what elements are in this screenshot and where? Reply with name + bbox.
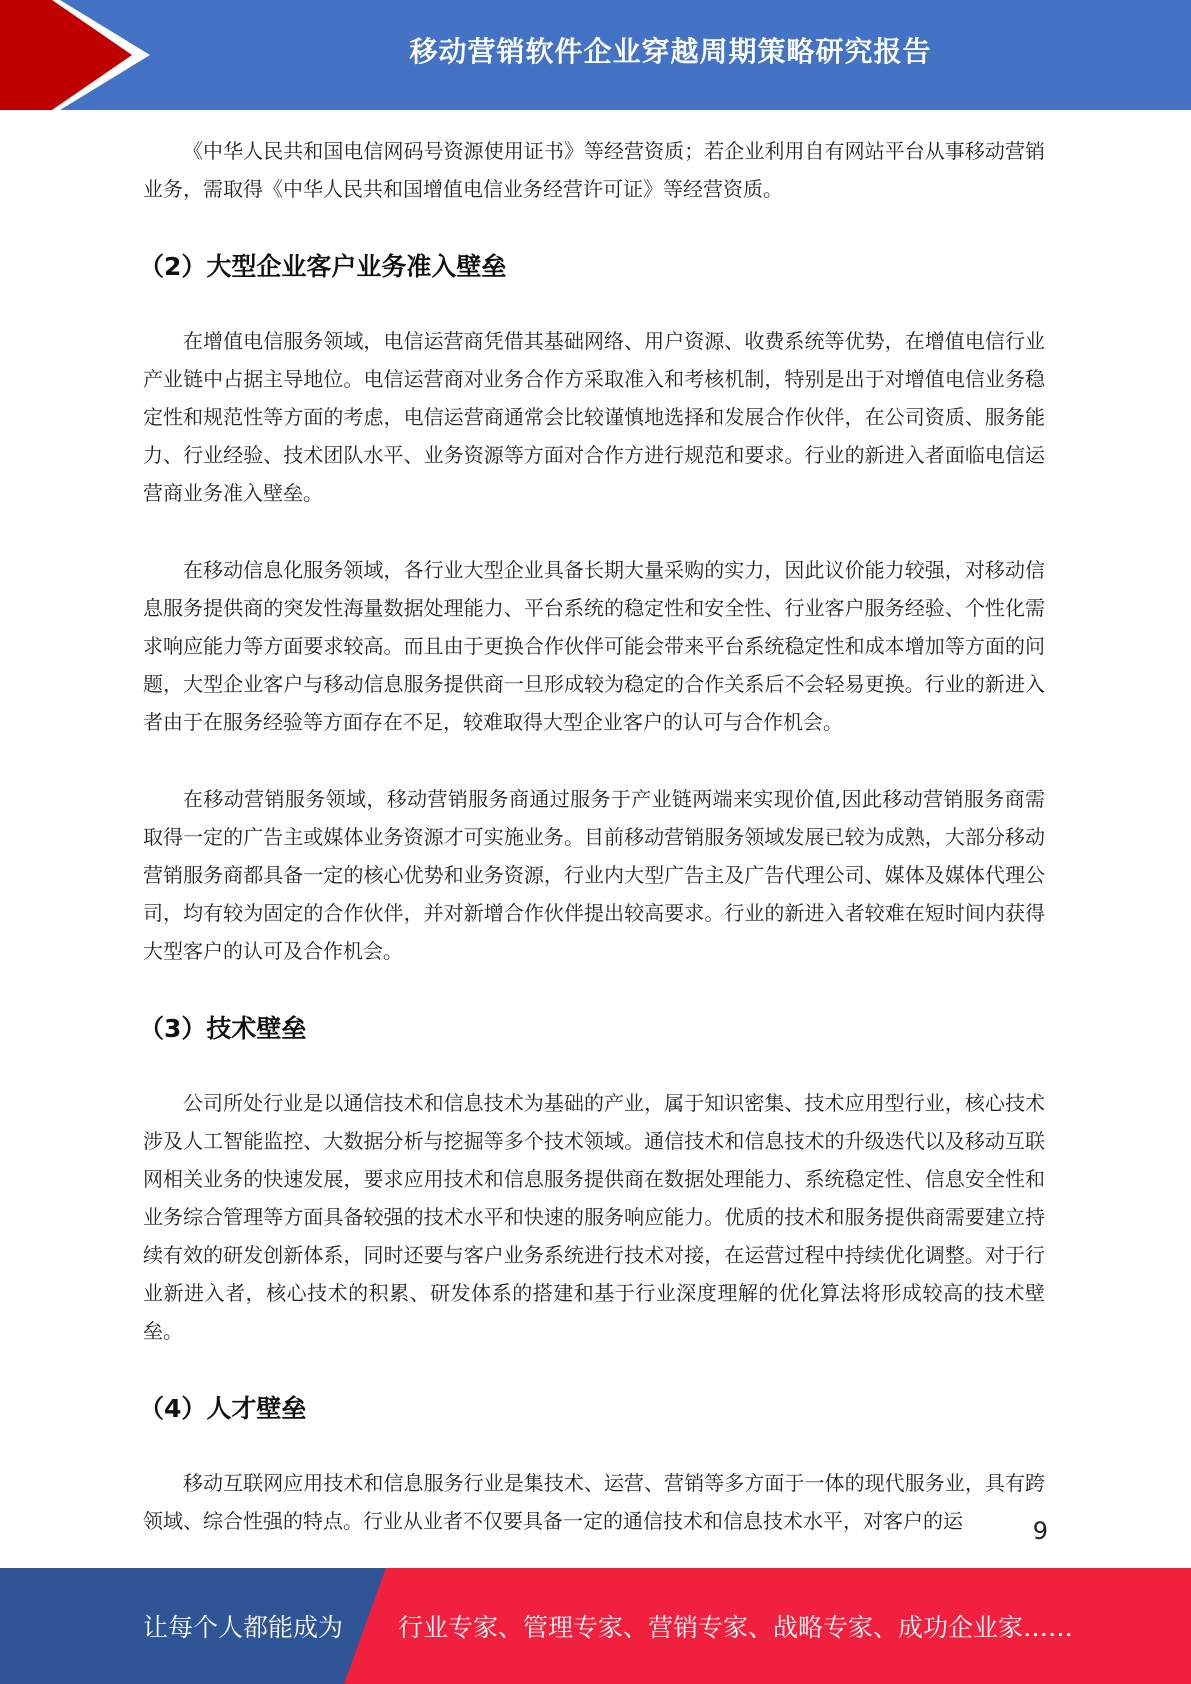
page-content: [139, 132, 1045, 1579]
section-heading-3: （3）技术壁垒: [139, 1014, 307, 1043]
header-chevron-decoration: [0, 0, 160, 110]
section2-paragraph-3: 在移动营销服务领域，移动营销服务商通过服务于产业链两端来实现价值,因此移动营销服务商需取得一定的广告主或媒体业务资源才可实施业务。目前移动营销服务领域发展已较为成熟，大部分移动营销服务商都具备一定的核心优势和业务资源，行业内大型广告主及广告代理公司、媒体及媒体代理公司，均有较为固定的合作伙伴，并对新增合作伙伴提出较高要求。行业的新进入者较难在短时间内获得大型客户的认可及合作机会。: [143, 787, 1045, 963]
section-heading-4: （4）人才壁垒: [139, 1394, 307, 1423]
report-title: 移动营销软件企业穿越周期策略研究报告: [409, 35, 932, 68]
section-heading-2: （2）大型企业客户业务准入壁垒: [139, 252, 507, 281]
section2-paragraph-2: 在移动信息化服务领域，各行业大型企业具备长期大量采购的实力，因此议价能力较强，对移动信息服务提供商的突发性海量数据处理能力、平台系统的稳定性和安全性、行业客户服务经验、个性化需求响应能力等方面要求较高。而且由于更换合作伙伴可能会带来平台系统稳定性和成本增加等方面的问题，大型企业客户与移动信息服务提供商一旦形成较为稳定的合作关系后不会轻易更换。行业的新进入者由于在服务经验等方面存在不足，较难取得大型企业客户的认可与合作机会。: [143, 558, 1045, 734]
section2-paragraph-1: 在增值电信服务领域，电信运营商凭借其基础网络、用户资源、收费系统等优势，在增值电信行业产业链中占据主导地位。电信运营商对业务合作方采取准入和考核机制，特别是出于对增值电信业务稳定性和规范性等方面的考虑，电信运营商通常会比较谨慎地选择和发展合作伙伴，在公司资质、服务能力、行业经验、技术团队水平、业务资源等方面对合作方进行规范和要求。行业的新进入者面临电信运营商业务准入壁垒。: [143, 329, 1045, 505]
intro-paragraph: 《中华人民共和国电信网码号资源使用证书》等经营资质；若企业利用自有网站平台从事移动营销业务，需取得《中华人民共和国增值电信业务经营许可证》等经营资质。: [143, 139, 1045, 201]
page-number: 9: [1032, 1517, 1048, 1545]
section3-paragraph-1: 公司所处行业是以通信技术和信息技术为基础的产业，属于知识密集、技术应用型行业，核心技术涉及人工智能监控、大数据分析与挖掘等多个技术领域。通信技术和信息技术的升级迭代以及移动互联网相关业务的快速发展，要求应用技术和信息服务提供商在数据处理能力、系统稳定性、信息安全性和业务综合管理等方面具备较强的技术水平和快速的服务响应能力。优质的技术和服务提供商需要建立持续有效的研发创新体系，同时还要与客户业务系统进行技术对接，在运营过程中持续优化调整。对于行业新进入者，核心技术的积累、研发体系的搭建和基于行业深度理解的优化算法将形成较高的技术壁垒。: [143, 1091, 1045, 1343]
footer-slogan-left: 让每个人都能成为: [143, 1613, 344, 1642]
section4-paragraph-1: 移动互联网应用技术和信息服务行业是集技术、运营、营销等多方面于一体的现代服务业，具有跨领域、综合性强的特点。行业从业者不仅要具备一定的通信技术和信息技术水平，对客户的运: [143, 1471, 1045, 1533]
page-header: [0, 0, 1191, 110]
footer-slogan-right: 行业专家、管理专家、营销专家、战略专家、成功企业家……: [398, 1613, 1074, 1642]
page-footer: [0, 1568, 1191, 1684]
